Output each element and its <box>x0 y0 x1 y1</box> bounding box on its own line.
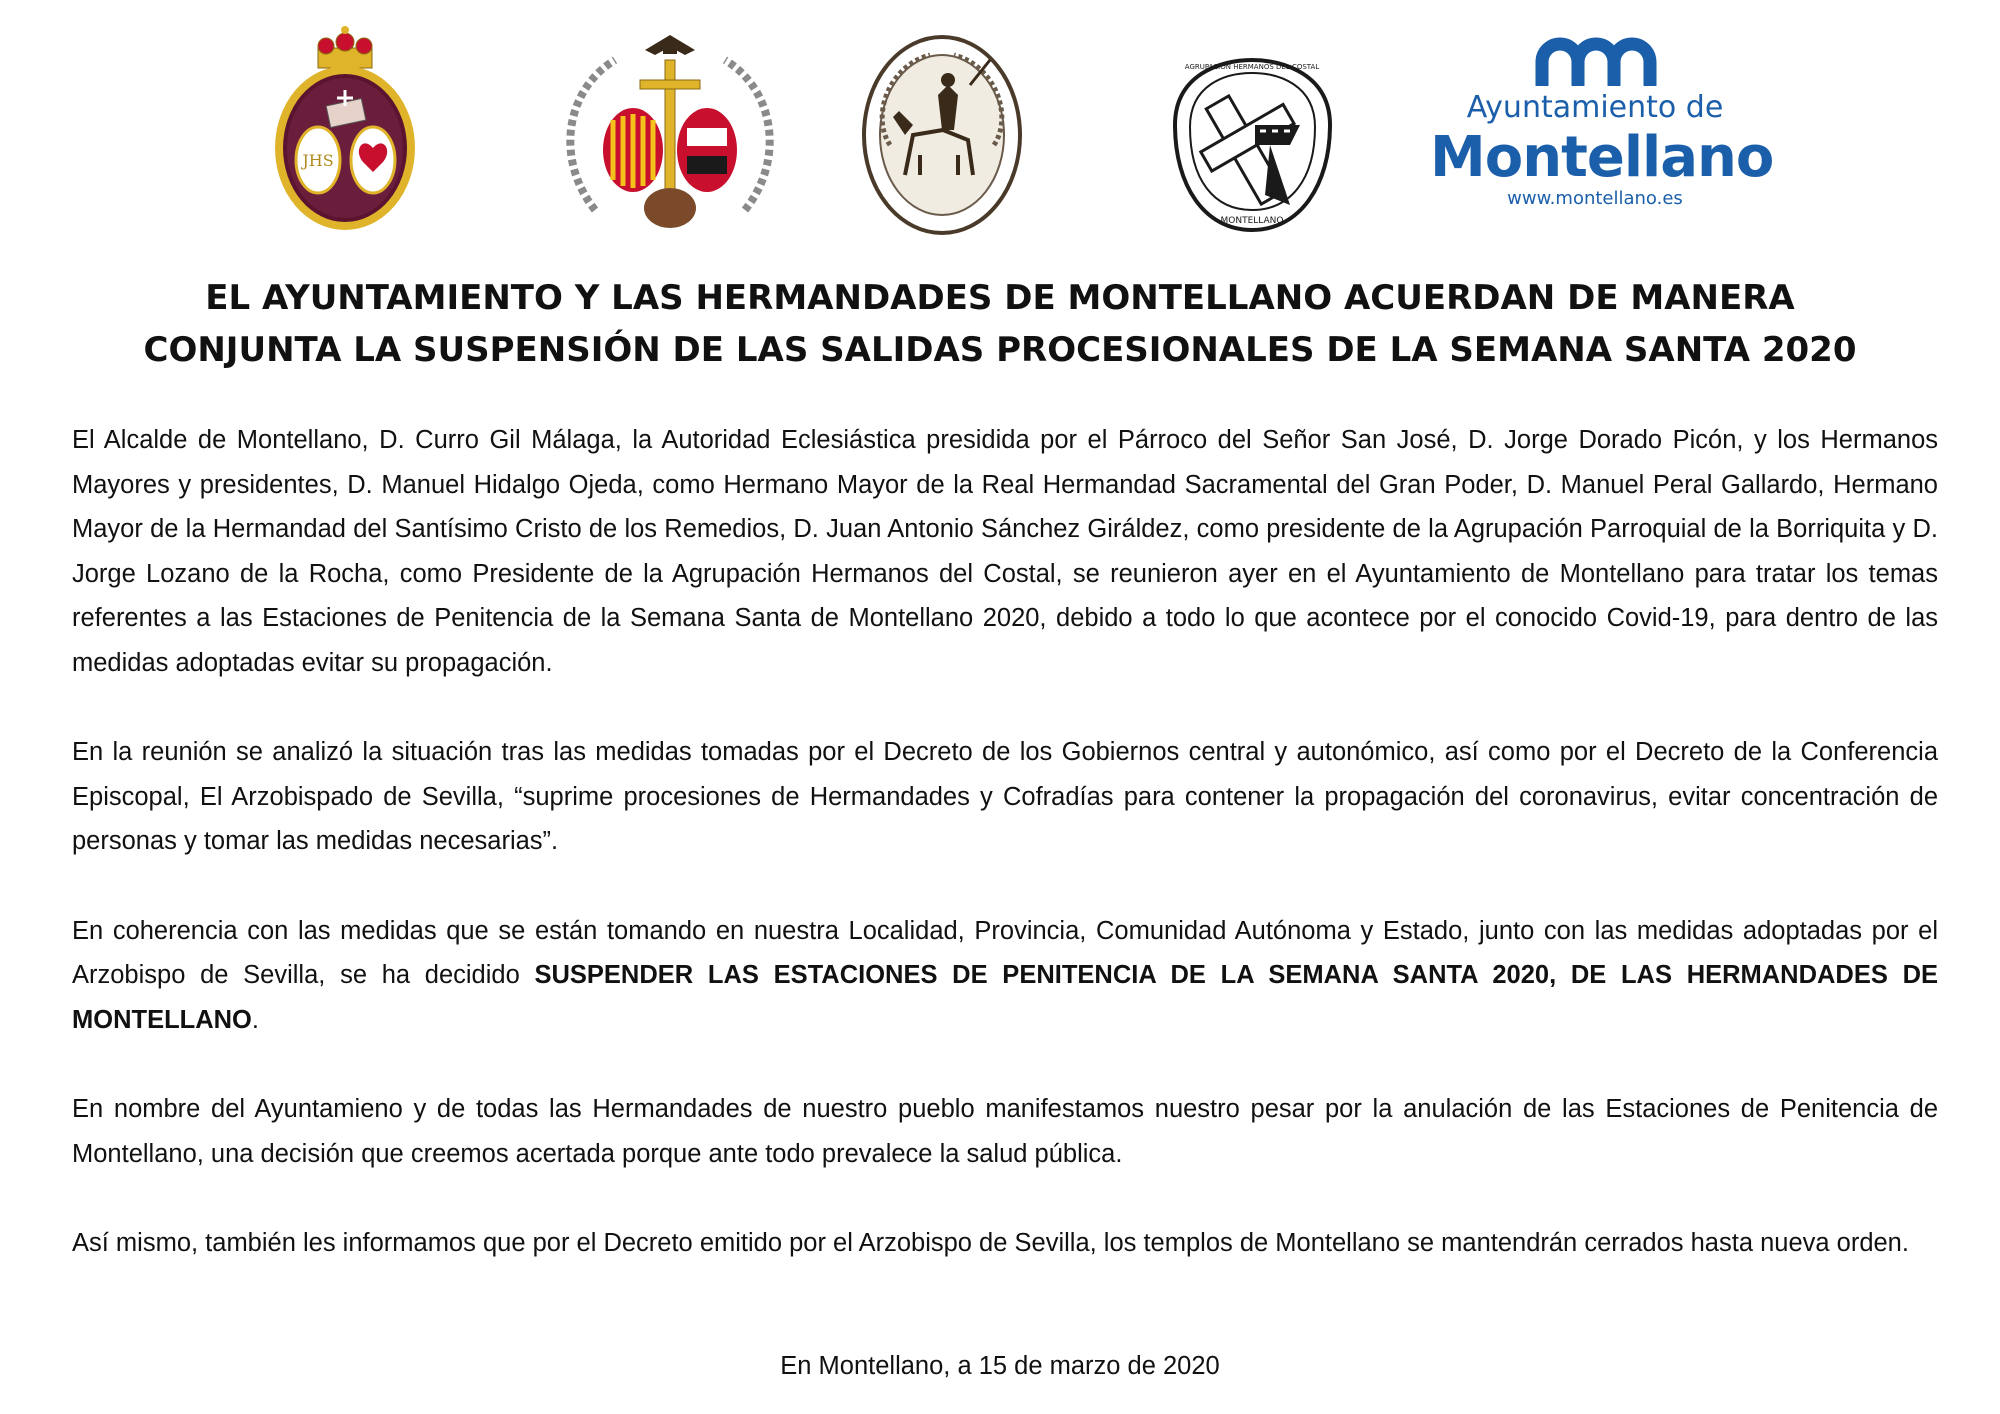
municipal-arches-icon <box>1430 30 1760 90</box>
agrupacion-borriquita-emblem <box>860 25 1025 240</box>
press-release-body <box>72 418 1938 1266</box>
municipal-logo-line2: Montellano <box>1430 125 1774 190</box>
paragraph-3-start: En coherencia con las medidas que se están tomando en nuestra Localidad, Provincia, Comunidad Autónoma y Estado, junto con las medidas adoptadas por el Arzobispo de Sevilla, se ha decidido <box>72 916 1938 989</box>
donkey-emblem-icon <box>860 25 1025 240</box>
municipal-logo-url: www.montellano.es <box>1507 188 1683 209</box>
date-signoff: En Montellano, a 15 de marzo de 2020 <box>780 1352 1220 1380</box>
eagle-cross-emblem-icon <box>555 30 785 245</box>
municipal-logo-line1: Ayuntamiento de <box>1466 90 1724 125</box>
paragraph-5: Así mismo, también les informamos que por el Decreto emitido por el Arzobispo de Sevilla, los templos de Montellano se mantendrán cerrados hasta nueva orden. <box>72 1229 1909 1257</box>
page-title <box>0 272 2000 376</box>
paragraph-4: En nombre del Ayuntamieno y de todas las Hermandades de nuestro pueblo manifestamos nuestro pesar por la anulación de las Estaciones de Penitencia de Montellano, una decisión que creemos acertada porque ante todo prevalece la salud pública. <box>72 1095 1938 1168</box>
paragraph-3-emphasis: SUSPENDER LAS ESTACIONES DE PENITENCIA DE LA SEMANA SANTA 2020, DE LAS HERMANDADES DE MONTELLANO <box>72 961 1938 1034</box>
title-line-1: EL AYUNTAMIENTO Y LAS HERMANDADES DE MONTELLANO ACUERDAN DE MANERA <box>205 278 1795 318</box>
costal-logo-bottom-text: MONTELLANO <box>1220 216 1284 226</box>
logo-header <box>0 0 2000 260</box>
hermandad-cristo-remedios-emblem <box>555 30 785 245</box>
svg-text:JHS: JHS <box>302 151 334 170</box>
paragraph-2: En la reunión se analizó la situación tras las medidas tomadas por el Decreto de los Gobiernos central y autonómico, así como por el Decreto de la Conferencia Episcopal, El Arzobispado de Sevilla, “suprime procesiones de Hermandades y Cofradías para contener la propagación del coronavirus, evitar concentración de personas y tomar las medidas necesarias”. <box>72 738 1938 855</box>
costal-logo-top-text: AGRUPACIÓN HERMANOS DEL COSTAL <box>1184 63 1320 71</box>
crowned-emblem-icon <box>270 20 420 235</box>
hermandad-gran-poder-emblem <box>270 20 420 235</box>
ayuntamiento-montellano-logo <box>1430 30 1774 210</box>
paragraph-3-end: . <box>251 1005 259 1034</box>
title-line-2: CONJUNTA LA SUSPENSIÓN DE LAS SALIDAS PROCESIONALES DE LA SEMANA SANTA 2020 <box>143 330 1857 370</box>
cross-costal-emblem-icon <box>1160 55 1345 235</box>
paragraph-1: El Alcalde de Montellano, D. Curro Gil Málaga, la Autoridad Eclesiástica presidida por el Párroco del Señor San José, D. Jorge Dorado Picón, y los Hermanos Mayores y presidentes, D. Manuel Hidalgo Ojeda, como Hermano Mayor de la Real Hermandad Sacramental del Gran Poder, D. Manuel Peral Gallardo, Hermano Mayor de la Hermandad del Santísimo Cristo de los Remedios, D. Juan Antonio Sánchez Giráldez, como presidente de la Agrupación Parroquial de la Borriquita y D. Jorge Lozano de la Rocha, como Presidente de la Agrupación Hermanos del Costal, se reunieron ayer en el Ayuntamiento de Montellano para tratar los temas referentes a las Estaciones de Penitencia de la Semana Santa de Montellano 2020, debido a todo lo que acontece por el conocido Covid-19, para dentro de las medidas adoptadas evitar su propagación. <box>72 426 1938 677</box>
agrupacion-hermanos-del-costal-emblem <box>1160 55 1345 235</box>
paragraph-3 <box>72 909 1938 1043</box>
